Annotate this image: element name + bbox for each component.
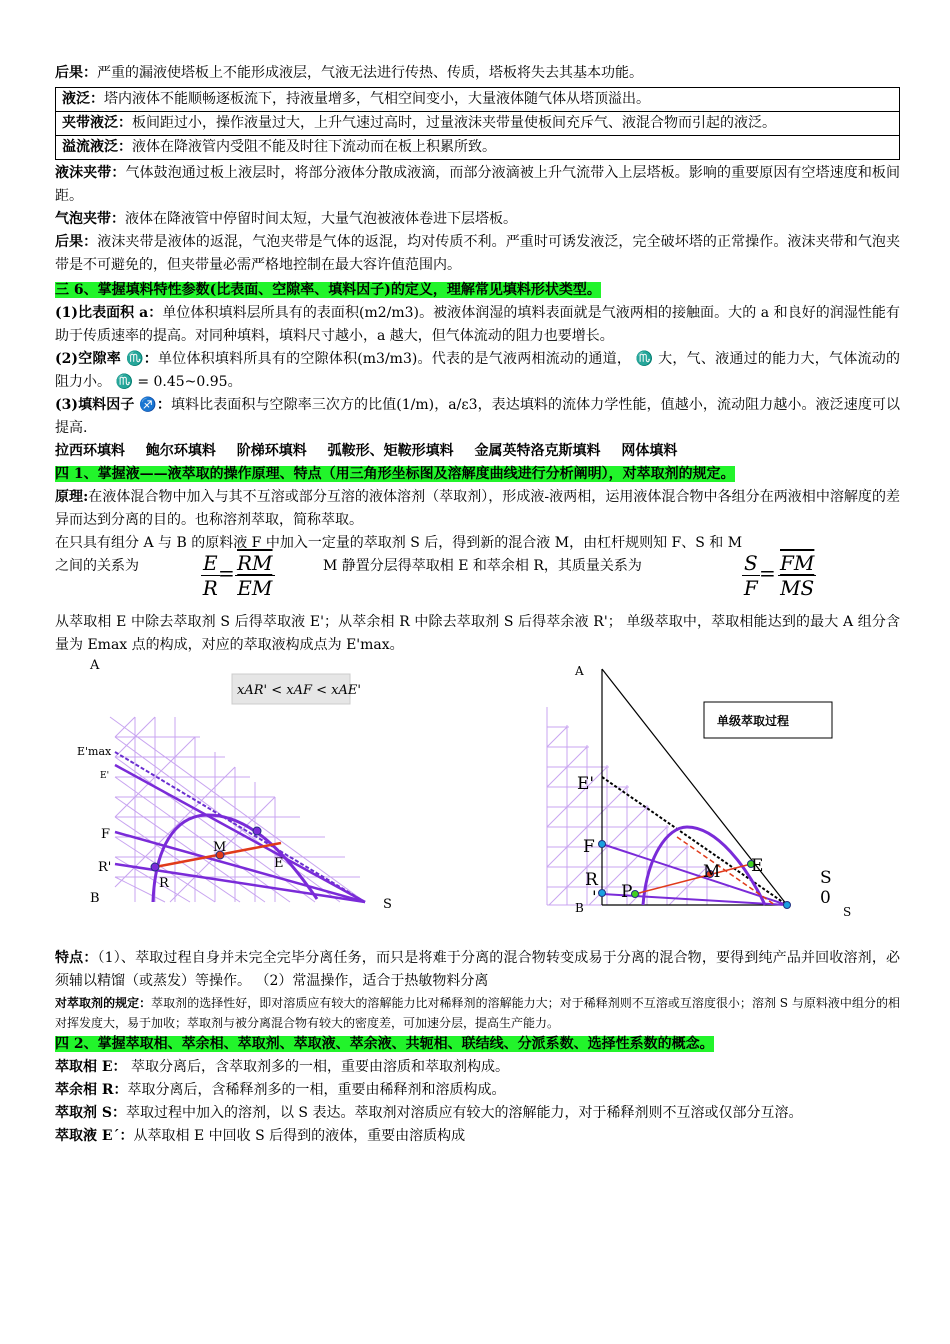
- packing-type: 阶梯环填料: [236, 443, 307, 459]
- point-r: [632, 891, 639, 898]
- label-f: F: [583, 837, 595, 857]
- liquid-entrainment-paragraph: 液沫夹带：气体鼓泡通过板上液层时，将部分液体分散成液滴，而部分液滴被上升气流带入上层塔板。影响的重要原因有空塔速度和板间距。: [55, 165, 901, 204]
- features-paragraph: 特点：（1）、萃取过程自身并未完全完毕分离任务，而只是将难于分离的混合物转变成易于分离的混合物，要得到纯产品并回收溶剂，必须辅以精馏（或蒸发）等操作。 （2）常温操作，适合于热敏物料分离: [55, 950, 901, 989]
- label-a: A: [575, 664, 584, 678]
- diagram-title: 单级萃取过程: [717, 714, 790, 728]
- specific-surface-paragraph: (1)比表面积 a：单位体积填料层所具有的表面积(m2/m3)。被液体润湿的填料表面就是气液两相的接触面。大的 a 和良好的润湿性能有助于传质速率的提高。对同种填料，填料尺寸越小，a 越大，但气体流动的阻力也要增长。: [55, 305, 900, 344]
- label-zero: 0: [820, 888, 831, 908]
- label-r: R: [585, 870, 598, 890]
- flooding-definitions-box: [55, 87, 900, 160]
- tie-line: [635, 864, 751, 894]
- label-m: M: [703, 862, 721, 882]
- entrainment-flooding-row: 夹带液泛：板间距过小，操作液量过大，上升气速过高时，过量液沫夹带量使板间充斥气、液混合物而引起的液泛。: [56, 111, 899, 135]
- section-heading-4-2: 四 2、掌握萃取相、萃余相、萃取剂、萃取液、萃余液、共轭相、联结线、分派系数、选择性系数的概念。: [55, 1036, 714, 1052]
- grid-lines: [110, 717, 365, 902]
- inequality-label: xAR' < xAF < xAE': [237, 683, 361, 698]
- packing-types-list: [55, 440, 900, 463]
- packing-type: 拉西环填料: [55, 443, 125, 459]
- section-heading-3-6: 三 6、掌握填料特性参数(比表面、空隙率、填料因子)的定义，理解常见填料形状类型。: [55, 282, 601, 298]
- flooding-row: 液泛：塔内液体不能顺畅逐板流下，持液量增多，气相空间变小，大量液体随气体从塔顶溢出。: [62, 91, 650, 107]
- entrainment-consequence-paragraph: 后果：液沫夹带是液体的返混，气泡夹带是气体的返混，均对传质不利。严重时可诱发液泛，完全破坏塔的正常操作。液沫夹带和气泡夹带是不可避免的，但夹带量必需严格地控制在最大容许值范围内。: [55, 234, 901, 273]
- label-emax: E'max: [77, 745, 112, 758]
- bubble-entrainment-paragraph: 气泡夹带：液体在降液管中停留时间太短，大量气泡被液体卷进下层塔板。: [55, 211, 517, 227]
- label-s: S: [843, 905, 852, 919]
- solvent-paragraph: 萃取剂 S：萃取过程中加入的溶剂，以 S 表达。萃取剂对溶质应有较大的溶解能力，对于稀释剂则不互溶或仅部分互溶。: [55, 1105, 803, 1121]
- extraction-figures: [55, 657, 900, 947]
- label-e-prime: E': [577, 774, 595, 794]
- ternary-diagram-right: [517, 657, 862, 947]
- document-page: [55, 62, 900, 1148]
- raffinate-phase-paragraph: 萃余相 R：萃取分离后，含稀释剂多的一相，重要由稀释剂和溶质构成。: [55, 1082, 506, 1098]
- point-s: [784, 902, 791, 909]
- extract-liquid-paragraph: 萃取液 E´：从萃取相 E 中回收 S 后得到的液体，重要由溶质构成: [55, 1128, 466, 1144]
- fraction-s-over-f: $\frac{S}{F}$: [743, 551, 758, 600]
- lever-rule-equations: 之间的关系为 $\frac{E}{R}$ = $\frac{\overline{RM}}{EM}$ M 静置分层得萃取相 E 和萃余相 R，其质量关系为 $\frac{S}{F}$ = $\frac{\overline{FM}}{MS}$: [55, 551, 815, 600]
- label-e: E: [274, 856, 284, 871]
- lever-rule-paragraph: 在只具有组分 A 与 B 的原料液 F 中加入一定量的萃取剂 S 后，得到新的混合液 M，由杠杆规则知 F、S 和 M: [55, 535, 743, 551]
- downcomer-flooding-row: 溢流液泛：液体在降液管内受阻不能及时往下流动而在板上积累所致。: [56, 135, 899, 159]
- label-e: E: [751, 856, 764, 876]
- label-e-prime: E': [100, 771, 110, 781]
- label-r: R: [159, 876, 169, 891]
- principle-paragraph: 原理:在液体混合物中加入与其不互溶或部分互溶的液体溶剂（萃取剂），形成液-液两相，运用液体混合物中各组分在两液相中溶解度的差异而达到分离的目的。也称溶剂萃取，简称萃取。: [55, 489, 901, 528]
- packing-type: 弧鞍形、矩鞍形填料: [327, 443, 454, 459]
- ternary-diagram-left: [55, 657, 415, 947]
- extract-phase-paragraph: 萃取相 E： 萃取分离后，含萃取剂多的一相，重要由溶质和萃取剂构成。: [55, 1059, 509, 1075]
- extract-definition-paragraph: 从萃取相 E 中除去萃取剂 S 后得萃取液 E'；从萃余相 R 中除去萃取剂 S 后得萃余液 R'； 单级萃取中，萃取相能达到的最大 A 组分含量为 Emax 点的构成，对应的萃取液构成点为 E'max。: [55, 614, 900, 653]
- packing-type: 金属英特洛克斯填料: [474, 443, 601, 459]
- label-s: S: [383, 897, 392, 912]
- voidage-paragraph: (2)空隙率 ♏：单位体积填料所具有的空隙体积(m3/m3)。代表的是气液两相流动的通道， ♏ 大，气、液通过的能力大，气体流动的阻力小。 ♏ = 0.45~0.95。: [55, 351, 900, 390]
- packing-type: 鲍尔环填料: [145, 443, 216, 459]
- point-e: [253, 827, 261, 835]
- packing-type: 网体填料: [621, 443, 678, 459]
- fraction-e-over-r: $\frac{E}{R}$: [202, 551, 218, 600]
- label-a: A: [90, 658, 100, 673]
- label-r-prime: R': [98, 860, 112, 875]
- label-p: P: [621, 882, 633, 902]
- point-f: [599, 841, 606, 848]
- fraction-fm-over-ms: $\frac{\overline{FM}}{MS}$: [780, 551, 815, 600]
- label-f: F: [101, 827, 111, 842]
- fraction-rm-over-em: $\frac{\overline{RM}}{EM}$: [237, 551, 273, 600]
- packing-factor-paragraph: (3)填料因子 ♐：填料比表面积与空隙率三次方的比值(1/m)，a/ε3，表达填料的流体力学性能，值越小，流动阻力越小。液泛速度可以提高.: [55, 397, 901, 436]
- section-heading-4-1: 四 1、掌握液——液萃取的操作原理、特点（用三角形坐标图及溶解度曲线进行分析阐明），对萃取剂的规定。: [55, 466, 735, 482]
- e-prime-line: [115, 765, 365, 902]
- label-s-upper: S: [820, 868, 832, 888]
- label-m: M: [213, 840, 227, 855]
- label-b: B: [90, 891, 100, 906]
- consequence-paragraph: 后果：严重的漏液使塔板上不能形成液层，气液无法进行传热、传质，塔板将失去其基本功能。: [55, 65, 643, 81]
- label-b: B: [575, 901, 584, 915]
- point-r-prime: [599, 890, 606, 897]
- label-r-apostrophe: ': [592, 888, 597, 908]
- point-r: [151, 863, 159, 871]
- solvent-requirements-paragraph: 对萃取剂的规定：萃取剂的选择性好，即对溶质应有较大的溶解能力比对稀释剂的溶解能力大；对于稀释剂则不互溶或互溶度很小；溶剂 S 与原料液中组分的相对挥发度大，易于加收；萃取剂与被分离混合物有较大的密度差，可加速分层，提高生产能力。: [55, 996, 900, 1030]
